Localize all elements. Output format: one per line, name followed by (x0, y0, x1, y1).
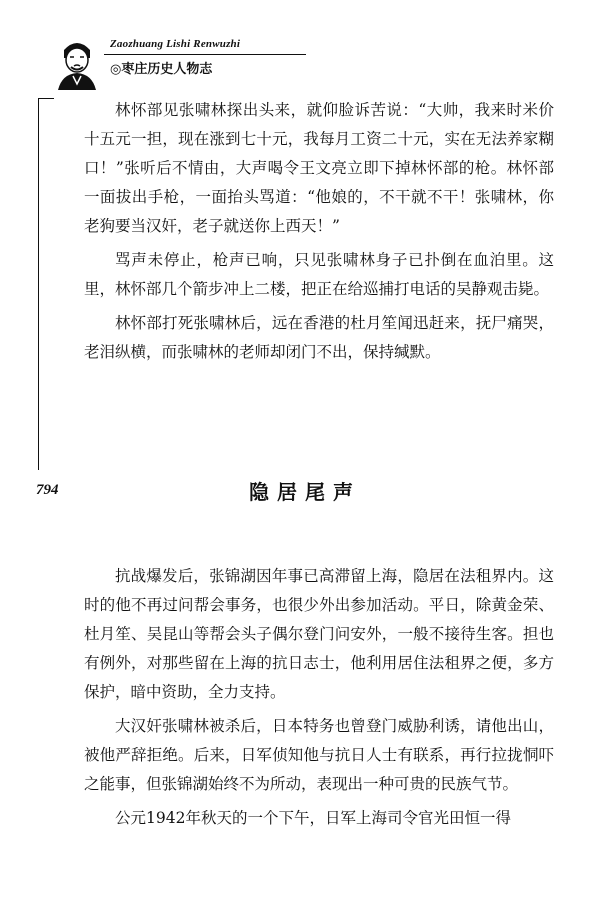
section-heading: 隐居尾声 (249, 480, 361, 504)
paragraph: 公元1942年秋天的一个下午，日军上海司令官光田恒一得 (115, 809, 511, 827)
margin-rule (38, 98, 39, 470)
paragraph: 林怀部见张啸林探出头来，就仰脸诉苦说：“大帅，我来时米价十五元一担，现在涨到七十元，我每月工资二十元，实在无法养家糊口！”张听后不情由，大声喝令王文亮立即下掉林怀部的枪。林怀部一面拔出手枪，一面抬头骂道：“他娘的，不干就不干！张啸林，你老狗要当汉奸，老子就送你上西天！” (84, 101, 554, 235)
paragraph: 抗战爆发后，张锦湖因年事已高滞留上海，隐居在法租界内。这时的他不再过问帮会事务，也很少外出参加活动。平日，除黄金荣、杜月笙、吴昆山等帮会头子偶尔登门问安外，一般不接待生客。担也有例外，对那些留在上海的抗日志士，他利用居住法租界之便，多方保护，暗中资助，全力支持。 (84, 567, 554, 701)
book-title: ◎枣庄历史人物志 (110, 62, 213, 77)
paragraph: 林怀部打死张啸林后，远在香港的杜月笙闻迅赶来，抚尸痛哭，老泪纵横，而张啸林的老师却闭门不出，保持缄默。 (84, 314, 554, 361)
portrait-icon (56, 36, 98, 90)
page-number: 794 (36, 482, 59, 498)
paragraph: 骂声未停止，枪声已响，只见张啸林身子已扑倒在血泊里。这里，林怀部几个箭步冲上二楼，把正在给巡捕打电话的吴静观击毙。 (84, 251, 554, 298)
top-text-block (84, 96, 554, 372)
paragraph: 大汉奸张啸林被杀后，日本特务也曾登门威胁利诱，请他出山，被他严辞拒绝。后来，日军侦知他与抗日人士有联系，再行拉拢恫吓之能事，但张锦湖始终不为所动，表现出一种可贵的民族气节。 (84, 717, 554, 793)
header-rule (104, 54, 306, 55)
bottom-text-block (84, 562, 554, 838)
margin-rule-top (38, 98, 54, 99)
series-title: Zaozhuang Lishi Renwuzhi (110, 38, 241, 50)
